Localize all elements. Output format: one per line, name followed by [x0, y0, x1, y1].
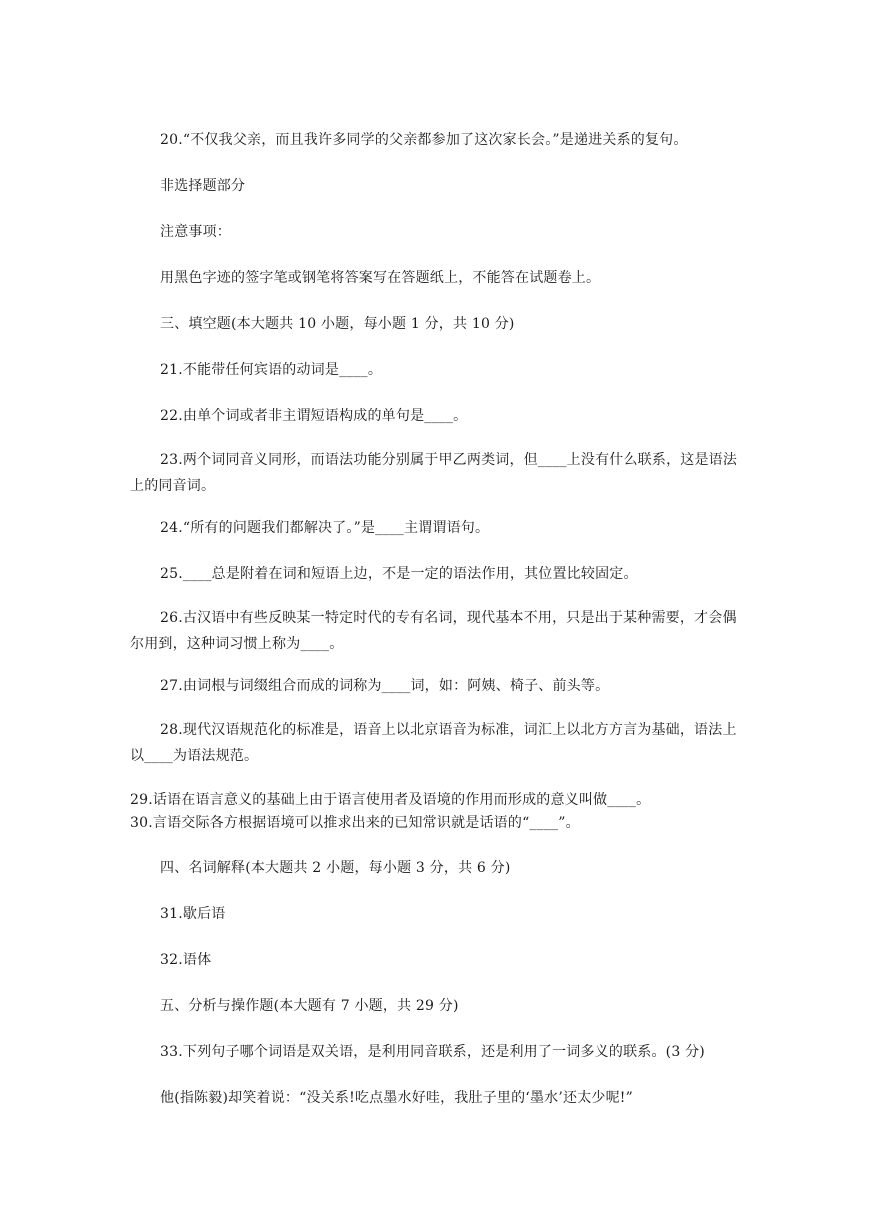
question-22: 22.由单个词或者非主谓短语构成的单句是____。: [160, 408, 468, 424]
section-heading-fill-blank: 三、填空题(本大题共 10 小题，每小题 1 分，共 10 分): [160, 316, 515, 332]
question-30: 30.言语交际各方根据语境可以推求出来的已知常识就是话语的“____”。: [130, 815, 580, 831]
question-27: 27.由词根与词缀组合而成的词称为____词，如：阿姨、椅子、前头等。: [160, 678, 610, 694]
section-heading-terms: 四、名词解释(本大题共 2 小题，每小题 3 分，共 6 分): [160, 860, 511, 876]
question-28: 28.现代汉语规范化的标准是，语音上以北京语音为标准，词汇上以北方方言为基础，语法上以____为语法规范。: [130, 722, 737, 764]
question-25: 25.____总是附着在词和短语上边，不是一定的语法作用，其位置比较固定。: [160, 566, 638, 582]
question-20: 20.“不仅我父亲，而且我许多同学的父亲都参加了这次家长会。”是递进关系的复句。: [160, 132, 688, 148]
notice-text: 用黑色字迹的签字笔或钢笔将答案写在答题纸上，不能答在试题卷上。: [160, 270, 601, 286]
question-24: 24.“所有的问题我们都解决了。”是____主谓谓语句。: [160, 520, 490, 536]
question-31: 31.歇后语: [160, 906, 226, 922]
question-26: 26.古汉语中有些反映某一特定时代的专有名词，现代基本不用，只是出于某种需要，才会偶尔用到，这种词习惯上称为____。: [130, 610, 737, 652]
section-heading-analysis: 五、分析与操作题(本大题有 7 小题，共 29 分): [160, 998, 459, 1014]
section-heading-non-choice: 非选择题部分: [160, 178, 246, 194]
question-23: 23.两个词同音义同形，而语法功能分别属于甲乙两类词，但____上没有什么联系，这是语法上的同音词。: [130, 452, 738, 494]
question-33: 33.下列句子哪个词语是双关语，是利用同音联系，还是利用了一词多义的联系。(3 分): [160, 1044, 705, 1060]
question-33-sentence: 他(指陈毅)却笑着说：“没关系!吃点墨水好哇，我肚子里的‘墨水’还太少呢!”: [160, 1090, 633, 1106]
question-29: 29.话语在语言意义的基础上由于语言使用者及语境的作用而形成的意义叫做____。: [130, 792, 651, 808]
question-32: 32.语体: [160, 952, 212, 968]
notice-heading: 注意事项：: [160, 224, 231, 240]
question-21: 21.不能带任何宾语的动词是____。: [160, 362, 383, 378]
